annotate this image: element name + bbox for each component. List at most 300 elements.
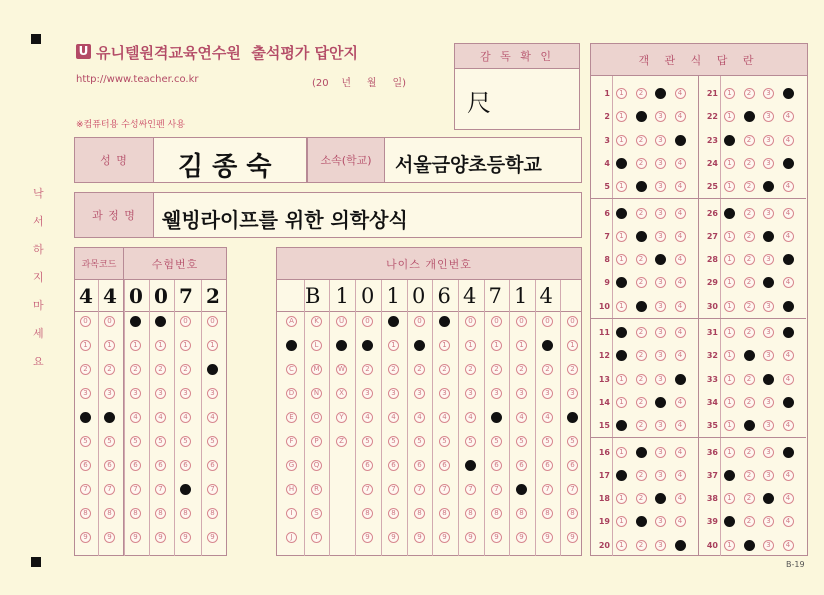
- answer-bubble-filled: 3: [655, 254, 666, 265]
- answer-column-divider: [698, 76, 699, 556]
- answer-bubble: 1: [616, 231, 627, 242]
- neis-letter-bubble: W: [336, 364, 347, 375]
- neis-bubble: 2: [465, 364, 476, 375]
- timing-mark-top: [31, 34, 41, 44]
- name-field: [153, 137, 307, 183]
- answer-bubble-filled: 1: [724, 208, 735, 219]
- neis-bubble: 3: [491, 388, 502, 399]
- supervisor-label: 감 독 확 인: [454, 43, 580, 69]
- answer-bubble-filled: 4: [783, 327, 794, 338]
- code-bubble: 5: [130, 436, 141, 447]
- code-bubble: 4: [155, 412, 166, 423]
- answer-bubble-filled: 3: [763, 493, 774, 504]
- answer-bubble: 4: [783, 516, 794, 527]
- answer-bubble: 3: [763, 301, 774, 312]
- answer-bubble: 4: [675, 420, 686, 431]
- supervisor-signature: 尺: [467, 89, 491, 117]
- neis-bubble: 1: [465, 340, 476, 351]
- question-number: 13: [598, 374, 610, 384]
- answer-bubble-filled: 4: [783, 301, 794, 312]
- answer-bubble: 3: [763, 327, 774, 338]
- code-written-digit: 4: [79, 284, 93, 308]
- neis-letter-bubble: H: [286, 484, 297, 495]
- code-bubble: 5: [80, 436, 91, 447]
- answer-bubble: 3: [655, 158, 666, 169]
- neis-bubble: 9: [388, 532, 399, 543]
- neis-written-char: B: [305, 284, 321, 308]
- answer-bubble-filled: 1: [616, 420, 627, 431]
- code-bubble: 6: [155, 460, 166, 471]
- code-bubble: 3: [207, 388, 218, 399]
- answer-bubble: 4: [675, 447, 686, 458]
- code-grid-divider: [124, 280, 125, 556]
- answer-bubble: 2: [636, 208, 647, 219]
- neis-bubble: 3: [542, 388, 553, 399]
- neis-bubble: 4: [542, 412, 553, 423]
- neis-letter-bubble: E: [286, 412, 297, 423]
- neis-grid-divider: [304, 280, 305, 556]
- answer-bubble: 2: [744, 231, 755, 242]
- code-bubble: 9: [130, 532, 141, 543]
- neis-written-char: 4: [539, 284, 553, 308]
- code-bubble: 9: [80, 532, 91, 543]
- answer-bubble: 2: [636, 374, 647, 385]
- answer-bubble: 4: [783, 540, 794, 551]
- answer-bubble-filled: 4: [783, 88, 794, 99]
- answer-bubble: 3: [655, 374, 666, 385]
- answer-bubble: 3: [655, 111, 666, 122]
- neis-bubble: 8: [491, 508, 502, 519]
- neis-bubble-filled: 4: [491, 412, 502, 423]
- neis-bubble-filled: 0: [439, 316, 450, 327]
- answer-bubble: 4: [783, 374, 794, 385]
- answer-bubble: 3: [763, 254, 774, 265]
- question-number: 38: [706, 494, 718, 504]
- neis-bubble: 7: [542, 484, 553, 495]
- answer-bubble: 1: [724, 397, 735, 408]
- answer-bubble-filled: 2: [744, 540, 755, 551]
- question-number: 25: [706, 182, 718, 192]
- code-bubble: 5: [207, 436, 218, 447]
- neis-written-char: 4: [463, 284, 477, 308]
- answer-bubble-filled: 1: [724, 470, 735, 481]
- answer-bubble: 1: [724, 111, 735, 122]
- answer-bubble: 1: [616, 540, 627, 551]
- neis-bubble: 7: [439, 484, 450, 495]
- answer-bubble: 2: [744, 135, 755, 146]
- neis-bubble: 0: [491, 316, 502, 327]
- question-number: 15: [598, 421, 610, 431]
- answer-bubble: 3: [763, 88, 774, 99]
- code-bubble: 6: [207, 460, 218, 471]
- code-bubble: 7: [207, 484, 218, 495]
- neis-bubble: 6: [491, 460, 502, 471]
- question-number: 5: [604, 182, 610, 192]
- neis-bubble: 1: [388, 340, 399, 351]
- code-bubble: 3: [104, 388, 115, 399]
- neis-bubble: 6: [439, 460, 450, 471]
- answer-bubble: 4: [675, 254, 686, 265]
- neis-letter-filled: B: [286, 340, 297, 351]
- answer-bubble: 1: [616, 516, 627, 527]
- answer-bubble: 4: [675, 88, 686, 99]
- neis-bubble: 6: [542, 460, 553, 471]
- question-number: 7: [604, 231, 610, 241]
- neis-bubble: 3: [439, 388, 450, 399]
- neis-bubble: 3: [388, 388, 399, 399]
- answer-bubble: 4: [675, 301, 686, 312]
- timing-mark-bottom: [31, 557, 41, 567]
- answer-bubble: 2: [744, 470, 755, 481]
- neis-bubble: 2: [491, 364, 502, 375]
- answer-bubble: 3: [655, 181, 666, 192]
- question-number: 22: [706, 112, 718, 122]
- date-line: (20 년 월 일): [312, 78, 407, 89]
- question-number: 16: [598, 447, 610, 457]
- code-bubble: 5: [104, 436, 115, 447]
- neis-letter-bubble: O: [311, 412, 322, 423]
- neis-written-char: 1: [386, 284, 400, 308]
- code-bubble: 0: [207, 316, 218, 327]
- answer-bubble: 1: [724, 181, 735, 192]
- neis-bubble: 5: [465, 436, 476, 447]
- neis-bubble: 8: [362, 508, 373, 519]
- question-number: 12: [598, 351, 610, 361]
- code-bubble: 1: [155, 340, 166, 351]
- answer-bubble: 2: [636, 327, 647, 338]
- answer-bubble: 4: [783, 208, 794, 219]
- answer-bubble-filled: 4: [675, 374, 686, 385]
- answer-bubble: 2: [744, 374, 755, 385]
- answer-bubble: 3: [763, 208, 774, 219]
- code-bubble: 2: [155, 364, 166, 375]
- neis-bubble: 3: [465, 388, 476, 399]
- answer-bubble: 2: [636, 350, 647, 361]
- logo-icon: U: [76, 44, 91, 59]
- code-grid-divider: [98, 280, 99, 556]
- code-written-digit: 0: [129, 284, 143, 308]
- neis-letter-bubble: K: [311, 316, 322, 327]
- answer-bubble: 1: [724, 420, 735, 431]
- neis-bubble: 2: [362, 364, 373, 375]
- affiliation-label: 소속(학교): [307, 137, 385, 183]
- answer-bubble-filled: 3: [763, 277, 774, 288]
- neis-bubble: 3: [567, 388, 578, 399]
- answer-bubble-filled: 2: [744, 111, 755, 122]
- answer-bubble: 2: [744, 88, 755, 99]
- answer-bubble: 3: [655, 350, 666, 361]
- question-number: 6: [604, 208, 610, 218]
- answer-bubble-filled: 2: [636, 111, 647, 122]
- code-bubble: 6: [80, 460, 91, 471]
- side-char: 서: [33, 215, 44, 228]
- course-field: [153, 192, 582, 238]
- answer-bubble: 3: [763, 111, 774, 122]
- neis-bubble: 2: [516, 364, 527, 375]
- answer-bubble: 4: [675, 231, 686, 242]
- answer-bubble-filled: 1: [724, 516, 735, 527]
- question-number: 35: [706, 421, 718, 431]
- answer-bubble: 4: [783, 420, 794, 431]
- neis-bubble: 1: [516, 340, 527, 351]
- answer-bubble-filled: 4: [783, 447, 794, 458]
- code-bubble: 2: [130, 364, 141, 375]
- answer-bubble: 4: [675, 397, 686, 408]
- neis-bubble: 2: [439, 364, 450, 375]
- question-number: 4: [604, 158, 610, 168]
- answer-bubble: 1: [616, 254, 627, 265]
- neis-letter-bubble: Q: [311, 460, 322, 471]
- neis-letter-bubble: L: [311, 340, 322, 351]
- answer-bubble: 1: [724, 231, 735, 242]
- code-bubble-filled: 0: [155, 316, 166, 327]
- answer-bubble: 3: [763, 540, 774, 551]
- answer-bubble: 2: [636, 135, 647, 146]
- answer-bubble: 2: [636, 420, 647, 431]
- answer-bubble: 1: [616, 374, 627, 385]
- neis-bubble: 9: [516, 532, 527, 543]
- neis-letter-bubble: U: [336, 316, 347, 327]
- neis-label: 나이스 개인번호: [276, 247, 582, 280]
- code-write-row: [74, 279, 227, 312]
- neis-bubble: 8: [439, 508, 450, 519]
- neis-bubble: 5: [567, 436, 578, 447]
- code-bubble: 8: [180, 508, 191, 519]
- answer-bubble: 3: [763, 470, 774, 481]
- answer-bubble: 1: [724, 88, 735, 99]
- code-bubble: 1: [130, 340, 141, 351]
- answer-bubble: 1: [616, 135, 627, 146]
- answer-bubble: 4: [675, 208, 686, 219]
- neis-write-row: [276, 279, 582, 312]
- answer-bubble-filled: 1: [616, 158, 627, 169]
- question-number: 10: [598, 301, 610, 311]
- answer-bubble: 3: [763, 135, 774, 146]
- neis-letter-bubble: T: [311, 532, 322, 543]
- neis-bubble: 2: [414, 364, 425, 375]
- answer-bubble: 4: [783, 135, 794, 146]
- answer-bubble-filled: 2: [744, 350, 755, 361]
- answer-bubble-filled: 1: [616, 470, 627, 481]
- answer-bubble: 4: [783, 111, 794, 122]
- code-bubble: 8: [104, 508, 115, 519]
- neis-bubble: 7: [414, 484, 425, 495]
- answer-bubble: 2: [636, 540, 647, 551]
- neis-bubble: 2: [388, 364, 399, 375]
- code-written-digit: 4: [103, 284, 117, 308]
- answer-group-separator: [699, 437, 806, 438]
- answer-bubble: 1: [724, 158, 735, 169]
- question-number: 32: [706, 351, 718, 361]
- question-number: 1: [604, 89, 610, 98]
- answer-bubble: 3: [655, 470, 666, 481]
- neis-bubble-filled: 4: [567, 412, 578, 423]
- neis-bubble: 8: [542, 508, 553, 519]
- code-bubble: 9: [104, 532, 115, 543]
- form-title: 유니텔원격교육연수원 출석평가 답안지: [96, 44, 358, 62]
- answer-bubble-filled: 4: [675, 540, 686, 551]
- answer-bubble: 3: [655, 208, 666, 219]
- neis-grid-divider: [535, 280, 536, 556]
- neis-bubble: 8: [388, 508, 399, 519]
- neis-bubble: 5: [491, 436, 502, 447]
- neis-bubble: 2: [542, 364, 553, 375]
- answer-bubble: 1: [616, 111, 627, 122]
- answer-bubble: 1: [724, 350, 735, 361]
- neis-grid-divider: [381, 280, 382, 556]
- question-number: 11: [598, 328, 610, 337]
- question-number: 17: [598, 470, 610, 480]
- answer-bubble-filled: 1: [616, 350, 627, 361]
- answer-bubble: 1: [616, 397, 627, 408]
- neis-bubble: 6: [362, 460, 373, 471]
- neis-bubble: 4: [439, 412, 450, 423]
- answer-bubble-filled: 2: [636, 181, 647, 192]
- question-number: 14: [598, 397, 610, 407]
- neis-bubble: 0: [516, 316, 527, 327]
- neis-bubble: 8: [567, 508, 578, 519]
- question-number: 33: [706, 374, 718, 384]
- answer-bubble: 3: [655, 447, 666, 458]
- answer-bubble: 2: [744, 447, 755, 458]
- neis-bubble: 1: [567, 340, 578, 351]
- code-bubble: 1: [207, 340, 218, 351]
- code-written-digit: 0: [154, 284, 168, 308]
- answer-bubble-filled: 2: [744, 420, 755, 431]
- code-bubble: 2: [104, 364, 115, 375]
- question-number: 9: [604, 278, 610, 288]
- neis-bubble: 5: [388, 436, 399, 447]
- side-char: 세: [33, 327, 44, 340]
- code-bubble: 8: [155, 508, 166, 519]
- neis-bubble: 6: [567, 460, 578, 471]
- affiliation-value: 서울금양초등학교: [395, 154, 542, 176]
- neis-bubble: 4: [465, 412, 476, 423]
- neis-written-char: 0: [361, 284, 375, 308]
- neis-letter-bubble: G: [286, 460, 297, 471]
- answer-bubble: 4: [675, 158, 686, 169]
- question-number: 40: [706, 540, 718, 550]
- neis-bubble: 7: [362, 484, 373, 495]
- neis-written-char: 6: [437, 284, 451, 308]
- code-bubble: 9: [180, 532, 191, 543]
- neis-bubble: 8: [516, 508, 527, 519]
- neis-bubble: 5: [516, 436, 527, 447]
- neis-letter-bubble: Z: [336, 436, 347, 447]
- answer-bubble: 4: [783, 470, 794, 481]
- answer-bubble: 3: [655, 516, 666, 527]
- answer-bubble: 4: [675, 181, 686, 192]
- code-bubble: 4: [207, 412, 218, 423]
- neis-written-char: 0: [412, 284, 426, 308]
- code-bubble: 8: [130, 508, 141, 519]
- answer-bubble-filled: 3: [655, 397, 666, 408]
- answer-group-separator: [699, 198, 806, 199]
- answer-bubble: 3: [655, 540, 666, 551]
- answer-bubble-filled: 4: [783, 397, 794, 408]
- code-grid-divider: [149, 280, 150, 556]
- answer-bubble-filled: 4: [783, 158, 794, 169]
- question-number: 34: [706, 397, 718, 407]
- neis-bubble: 9: [439, 532, 450, 543]
- code-bubble-filled: 0: [130, 316, 141, 327]
- answer-bubble: 2: [636, 158, 647, 169]
- neis-bubble: 4: [516, 412, 527, 423]
- neis-bubble: 4: [362, 412, 373, 423]
- neis-bubble: 1: [491, 340, 502, 351]
- code-bubble: 7: [80, 484, 91, 495]
- answer-bubble: 3: [655, 231, 666, 242]
- question-number: 39: [706, 517, 718, 527]
- code-bubble: 4: [130, 412, 141, 423]
- neis-grid-divider: [407, 280, 408, 556]
- answer-bubble: 4: [675, 277, 686, 288]
- neis-bubble: 4: [414, 412, 425, 423]
- answer-bubble: 4: [783, 181, 794, 192]
- neis-grid-divider: [432, 280, 433, 556]
- neis-bubble: 3: [516, 388, 527, 399]
- code-bubble: 1: [180, 340, 191, 351]
- neis-bubble: 7: [465, 484, 476, 495]
- neis-bubble: 4: [388, 412, 399, 423]
- neis-bubble-filled: 7: [516, 484, 527, 495]
- answer-bubble: 3: [655, 327, 666, 338]
- answer-bubble: 1: [616, 301, 627, 312]
- answer-bubble: 2: [744, 208, 755, 219]
- question-number: 21: [706, 89, 718, 98]
- question-number: 2: [604, 112, 610, 122]
- neis-letter-bubble: F: [286, 436, 297, 447]
- answer-bubble: 3: [655, 135, 666, 146]
- answer-bubble: 3: [763, 447, 774, 458]
- answer-bubble: 2: [744, 516, 755, 527]
- code-grid-divider: [201, 280, 202, 556]
- side-char: 마: [33, 299, 44, 312]
- neis-letter-bubble: S: [311, 508, 322, 519]
- code-grid-divider: [123, 280, 124, 556]
- neis-bubble: 5: [414, 436, 425, 447]
- neis-letter-bubble: N: [311, 388, 322, 399]
- name-label: 성 명: [74, 137, 154, 183]
- neis-bubble: 0: [414, 316, 425, 327]
- neis-bubble: 7: [388, 484, 399, 495]
- answer-bubble: 1: [616, 447, 627, 458]
- neis-letter-bubble: Y: [336, 412, 347, 423]
- code-bubble: 2: [180, 364, 191, 375]
- neis-written-char: 7: [488, 284, 502, 308]
- answer-bubble: 2: [744, 493, 755, 504]
- neis-bubble: 6: [414, 460, 425, 471]
- answer-bubble: 1: [724, 254, 735, 265]
- side-char: 요: [33, 355, 44, 368]
- question-number: 31: [706, 328, 718, 337]
- answer-bubble-filled: 3: [763, 231, 774, 242]
- affiliation-field: [384, 137, 582, 183]
- code-bubble: 6: [180, 460, 191, 471]
- answer-bubble: 1: [616, 181, 627, 192]
- code-grid-divider: [174, 280, 175, 556]
- name-value: 김 종 숙: [178, 152, 272, 182]
- answer-bubble: 2: [636, 493, 647, 504]
- neis-grid-divider: [484, 280, 485, 556]
- answer-bubble-filled: 3: [655, 88, 666, 99]
- answer-bubble-filled: 1: [616, 277, 627, 288]
- neis-grid-divider: [329, 280, 330, 556]
- answer-bubble-filled: 1: [616, 327, 627, 338]
- code-bubble-filled: 7: [180, 484, 191, 495]
- answer-bubble: 2: [744, 181, 755, 192]
- question-number: 37: [706, 470, 718, 480]
